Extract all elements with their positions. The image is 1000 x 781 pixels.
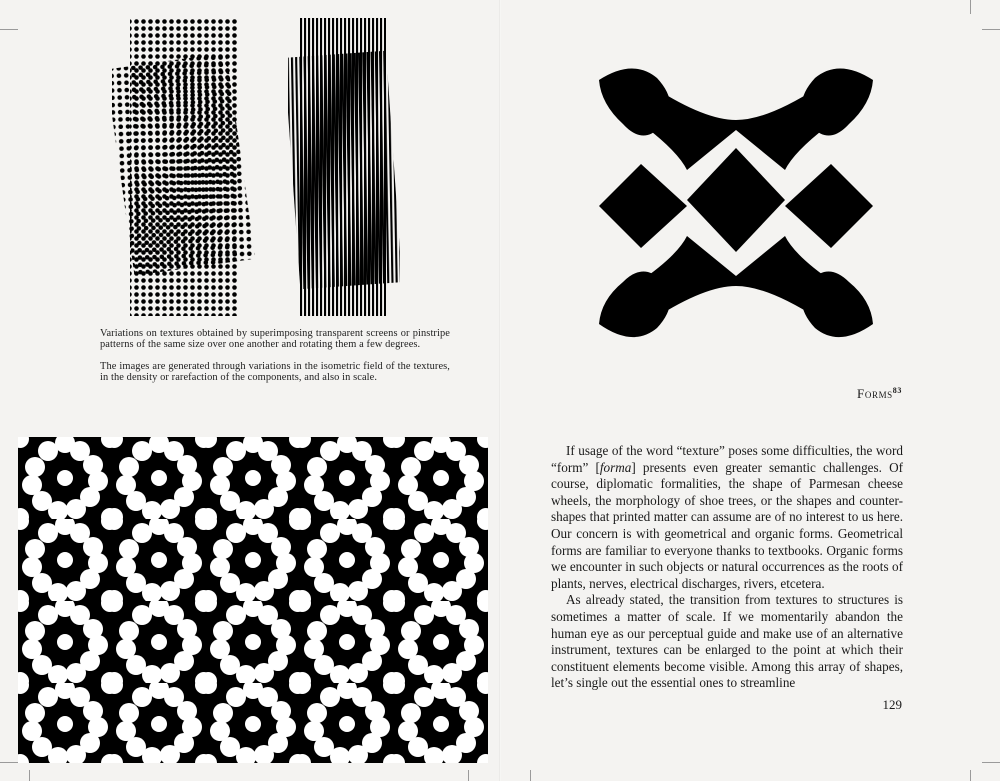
organic-texture-figure bbox=[18, 437, 488, 763]
geometric-form-figure bbox=[595, 60, 877, 346]
figure-caption bbox=[100, 328, 450, 394]
moire-pinstripe-figure bbox=[288, 18, 400, 316]
page-number: 129 bbox=[882, 697, 902, 712]
footnote-reference: 83 bbox=[892, 386, 902, 395]
left-page bbox=[0, 0, 499, 781]
body-text-run: ] presents even greater semantic challenges. Of course, diplomatic formalities, the shape of Parmesan cheese wheels, the morphology of shoe trees, or the shapes and counter-shapes that printed matter can assume are of no interest to us here. Our concern is with geometrical and organic forms. Geometrical forms are familiar to everyone thanks to textbooks. Organic forms we encounter in such objects or natural occurrences as the roots of plants, nerves, electrical discharges, rivers, etcetera. bbox=[551, 459, 904, 591]
right-page bbox=[501, 0, 1000, 781]
section-heading bbox=[857, 386, 902, 402]
body-paragraph: As already stated, the transition from textures to structures is sometimes a matter of scale. If we momentarily abandon the human eye as our perceptual guide and make use of an alternative instrument, textures can be enlarged to the point at which their constituent elements become visible. Among this array of shapes, let’s single out the essential ones to streamline bbox=[551, 592, 903, 691]
italic-term: forma bbox=[599, 459, 632, 475]
section-title: Forms bbox=[857, 386, 893, 401]
caption-paragraph: Variations on textures obtained by superimposing transparent screens or pinstripe patterns of the same size over one another and rotating them a few degrees. bbox=[100, 328, 450, 351]
body-paragraph bbox=[551, 443, 903, 592]
moire-dot-screen-figure bbox=[112, 18, 257, 316]
caption-paragraph: The images are generated through variations in the isometric field of the textures, in the density or rarefaction of the components, and also in scale. bbox=[100, 360, 450, 384]
body-text bbox=[551, 443, 903, 692]
body-text-run: If usage of the word “texture” poses some difficulties, the word “form” [ bbox=[551, 443, 903, 475]
